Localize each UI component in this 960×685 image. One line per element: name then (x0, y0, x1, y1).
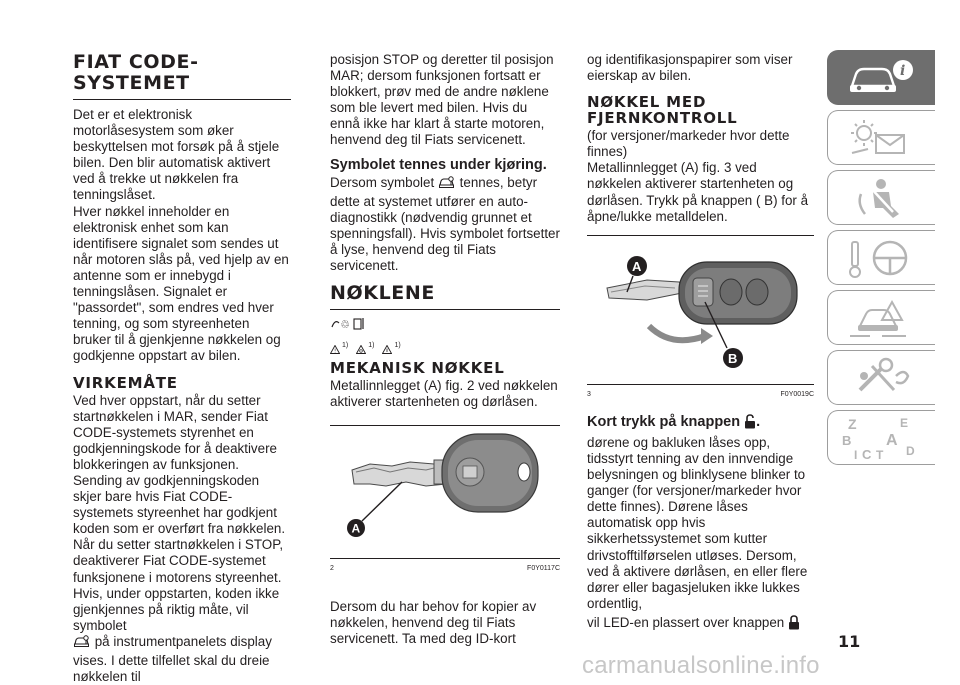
column-3 (587, 52, 814, 634)
car-info-icon (846, 58, 918, 98)
paragraph-text: Dersom symbolet (330, 174, 435, 190)
unlock-padlock-icon (744, 414, 756, 434)
figure-3-remote-key (587, 236, 814, 384)
steering-icon (842, 236, 922, 280)
tab-car-info[interactable] (827, 50, 935, 105)
callout-a: A (351, 521, 361, 535)
callout-b: B (728, 350, 738, 366)
airbag-seat-icon (847, 176, 917, 220)
paragraph: Dersom du har behov for kopier av nøkkelen, henvend deg til Fiats servicenett. Ta med deg ID-kort (330, 598, 537, 646)
paragraph-text: tennes, betyr dette at systemet utfører en auto-diagnostikk (nødvendig grunnet et spenningsfall). Hvis symbolet fortsetter å lyse, henvend deg til Fiats servicenett. (330, 174, 560, 274)
paragraph: Det er et elektronisk motorlåsesystem som øker beskyttelsen mot forsøk på å stjele bilen. Den blir automatisk aktivert ved å trekke ut nøkkelen fra tenningslåset. (73, 107, 280, 203)
recycle-icons (330, 315, 560, 335)
attention-triangle-icon (356, 345, 366, 354)
section-title-fiat-code: FIAT CODE-SYSTEMET (73, 52, 291, 100)
index-letters-icon (840, 415, 924, 461)
warning-lights-icon (842, 117, 922, 159)
watermark: carmanualsonline.info (582, 652, 820, 679)
tab-warning-lights[interactable] (827, 110, 935, 165)
warning-notes-row (330, 338, 560, 354)
paragraph (330, 175, 560, 275)
note-ref: 1) (342, 342, 349, 350)
page-number: 11 (838, 632, 861, 651)
svg-text:i: i (899, 62, 905, 79)
heading-text: Kort trykk på knappen (587, 413, 741, 430)
paragraph: dørene og bakluken låses opp, tidsstyrt tenning av den innvendige belysningen og blinklysene blinker to ganger (for versjoner/markeder hvor dette finnes). Dørene låses automatisk opp hvis sikkerhetssystemet som kutter drivstofftilførselen utløses. Dersom, ved å aktivere dørlåsen, en eller flere dører eller bagasjeluken ikke lukkes ordentlig, (587, 434, 808, 611)
paragraph: Metallinnlegget (A) fig. 2 ved nøkkelen aktiverer startenheten og dørlåsen. (330, 378, 558, 410)
lock-padlock-icon (788, 615, 800, 634)
svg-text:!: ! (334, 348, 337, 355)
disposal-icon (330, 315, 370, 331)
column-2 (330, 52, 560, 647)
column-1 (73, 52, 291, 685)
hazard-road-icon (842, 296, 922, 340)
figure-caption (330, 558, 560, 577)
hand-warning-icon (382, 345, 392, 354)
figure-number: 3 (587, 390, 591, 398)
figure-2-mechanical-key (330, 426, 560, 558)
service-tools-icon (842, 356, 922, 400)
heading-symbolet: Symbolet tennes under kjøring. (330, 156, 547, 173)
paragraph: og identifikasjonspapirer som viser eierskap av bilen. (587, 52, 793, 84)
index-letter: T (875, 447, 883, 461)
paragraph: posisjon STOP og deretter til posisjon MAR; dersom funksjonen fortsatt er blokkert, prøv med de andre nøklene som ble levert med bilen. Hvis du ennå ikke har klart å starte motoren, henvend deg til Fiats servicenett. (330, 52, 554, 148)
index-letter: A (885, 431, 898, 449)
chapter-tabs (827, 50, 935, 470)
paragraph (73, 537, 291, 685)
index-letter: D (905, 443, 915, 458)
tab-emergency[interactable] (827, 290, 935, 345)
figure-number: 2 (330, 564, 334, 572)
paragraph: (for versjoner/markeder hvor dette finnes) (587, 128, 790, 160)
paragraph: Ved hver oppstart, når du setter startnøkkelen i MAR, sender Fiat CODE-systemets styrenhet en godkjenningskode for å deaktivere blokkeringen av funksjonen. (73, 392, 277, 472)
index-letter: B (841, 432, 851, 448)
index-letter: C (861, 446, 871, 461)
note-ref: 1) (368, 342, 375, 350)
heading-kort-trykk (587, 413, 814, 434)
remote-key-illustration (587, 236, 814, 384)
immobilizer-car-icon (73, 635, 91, 653)
note-ref: 1) (394, 342, 401, 350)
paragraph: Sending av godkjenningskoden skjer bare hvis Fiat CODE-systemets styreenhet har godkjent koden som er overført fra nøkkelen. (73, 472, 286, 537)
tab-index[interactable] (827, 410, 935, 465)
mechanical-key-illustration (330, 426, 560, 558)
warning-triangle-icon (330, 345, 340, 354)
svg-text:♲: ♲ (340, 318, 350, 332)
paragraph: Metallinnlegget (A) fig. 3 ved nøkkelen aktiverer startenheten og dørlåsen. Trykk på knappen ( B) for å åpne/lukke metalldelen. (587, 160, 809, 224)
index-letter: Z (847, 415, 857, 432)
index-letter: E (899, 415, 908, 430)
callout-a: A (632, 258, 642, 274)
figure-code: F0Y0117C (527, 564, 560, 572)
paragraph-text: på instrumentpanelets display vises. I dette tilfellet skal du dreie nøkkelen til (73, 633, 272, 685)
tab-safety[interactable] (827, 170, 935, 225)
index-letter: I (853, 447, 857, 461)
heading-virkemate: VIRKEMÅTE (73, 373, 178, 392)
paragraph: Hver nøkkel inneholder en elektronisk enhet som kan identifisere signalet som sendes ut når motoren slås på, ved hjelp av en antenne som er innebygd i tenningslåsen. Signalet er "passordet", som endres ved hver tenning, og som styreenheten bruker til å gjenkjenne nøkkelen og godkjenne oppstart av bilen. (73, 203, 289, 364)
figure-caption (587, 384, 814, 403)
tab-starting-driving[interactable] (827, 230, 935, 285)
heading-mekanisk: MEKANISK NØKKEL (330, 359, 505, 378)
paragraph-text: vil LED-en plassert over knappen (587, 614, 785, 630)
paragraph-text: Når du setter startnøkkelen i STOP, deaktiverer Fiat CODE-systemet funksjonene i motorens styreenhet. Hvis, under oppstarten, koden ikke gjenkjennes på riktig måte, vil symbolet (73, 537, 284, 633)
immobilizer-car-icon (438, 176, 456, 194)
heading-nokkel-fjernkontroll: NØKKEL MED FJERNKONTROLL (587, 93, 738, 128)
section-title-noklene: NØKLENE (330, 283, 560, 310)
paragraph (587, 615, 814, 634)
heading-end: . (756, 413, 761, 430)
tab-maintenance[interactable] (827, 350, 935, 405)
figure-code: F0Y0019C (780, 390, 814, 398)
